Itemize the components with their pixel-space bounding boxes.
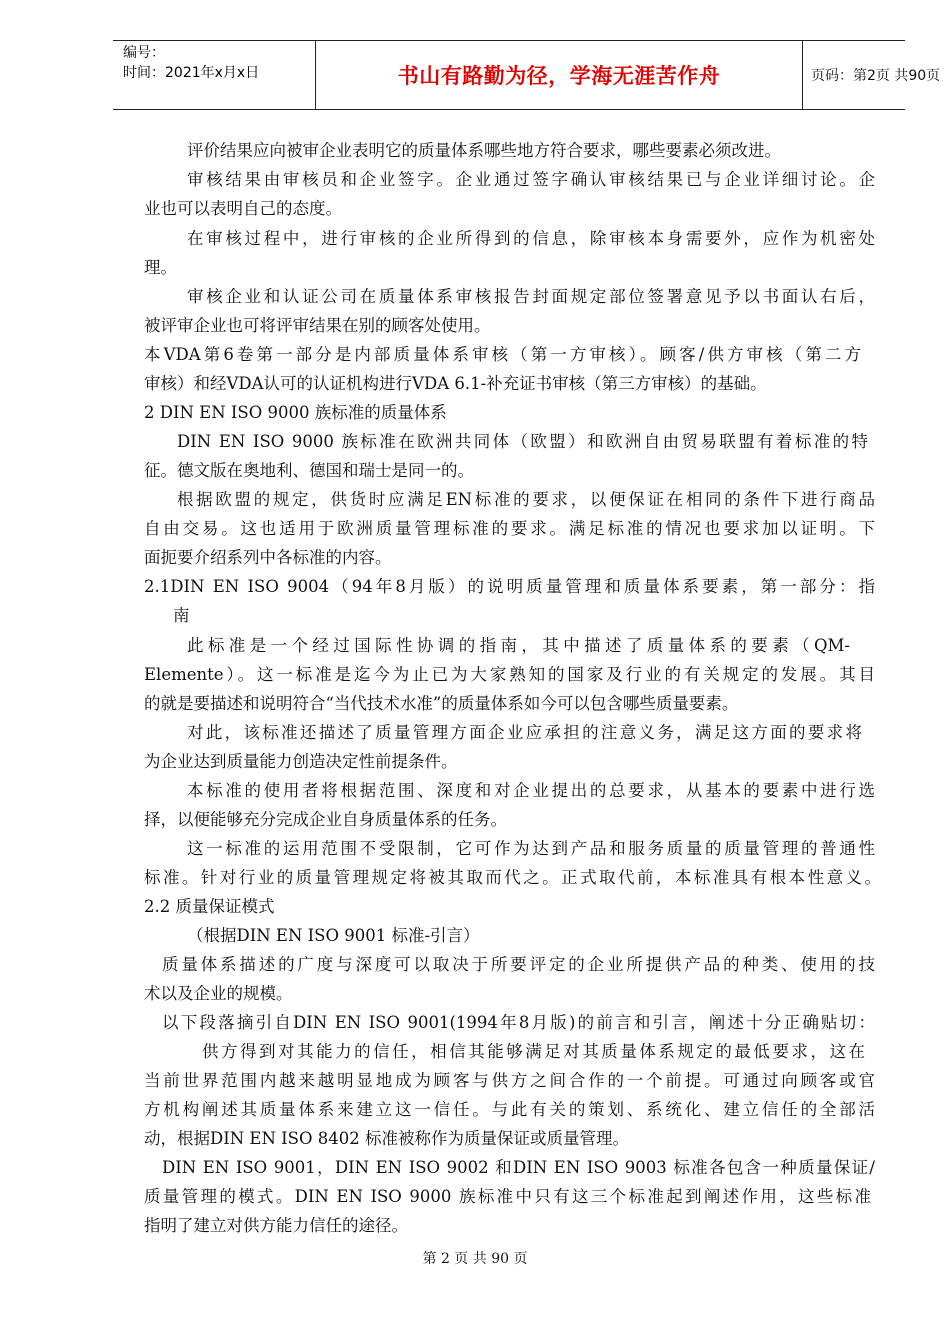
text-line: 征。德文版在奥地利、德国和瑞士是同一的。 (144, 461, 474, 480)
text-line: 质量管理的模式。DIN EN ISO 9000 族标准中只有这三个标准起到阐述作用，这些标准 (144, 1187, 871, 1206)
page-info: 页码：第2页 共90页 (811, 68, 941, 84)
text-line: 在审核过程中，进行审核的企业所得到的信息，除审核本身需要外，应作为机密处 (187, 229, 875, 248)
page-footer: 第 2 页 共 90 页 (422, 1251, 528, 1267)
text-line: 被评审企业也可将评审结果在别的顾客处使用。 (144, 316, 491, 335)
text-line: 供方得到对其能力的信任，相信其能够满足对其质量体系规定的最低要求，这在 (202, 1042, 865, 1061)
text-line: DIN EN ISO 9000 族标准在欧洲共同体（欧盟）和欧洲自由贸易联盟有着标准的特 (177, 432, 868, 451)
text-line: DIN EN ISO 9001，DIN EN ISO 9002 和DIN EN ISO 9003 标准各包含一种质量保证/ (162, 1158, 875, 1177)
text-line: 动，根据DIN EN ISO 8402 标准被称作为质量保证或质量管理。 (144, 1129, 629, 1148)
text-line: 指明了建立对供方能力信任的途径。 (144, 1216, 408, 1235)
text-line: 当前世界范围内越来越明显地成为顾客与供方之间合作的一个前提。可通过向顾客或官 (144, 1071, 875, 1090)
text-line: 评价结果应向被审企业表明它的质量体系哪些地方符合要求，哪些要素必须改进。 (187, 141, 781, 160)
motto-text: 书山有路勤为径，学海无涯苦作舟 (397, 64, 721, 88)
text-line: 质量体系描述的广度与深度可以取决于所要评定的企业所提供产品的种类、使用的技 (162, 955, 875, 974)
number-label: 编号： (123, 45, 165, 61)
section-heading: 2.2 质量保证模式 (144, 897, 275, 916)
text-line: 面扼要介绍系列中各标准的内容。 (144, 548, 392, 567)
text-line: 标准。针对行业的质量管理规定将被其取而代之。正式取代前，本标准具有根本性意义。 (144, 868, 881, 887)
text-line: 审核企业和认证公司在质量体系审核报告封面规定部位签署意见予以书面认右后， (187, 287, 875, 306)
text-line: 本VDA第6卷第一部分是内部质量体系审核（第一方审核）。顾客/供方审核（第二方 (144, 345, 861, 364)
text-line: 此标准是一个经过国际性协调的指南，其中描述了质量体系的要素（QM- (187, 636, 850, 655)
text-line: 以下段落摘引自DIN EN ISO 9001(1994年8月版)的前言和引言，阐述十分正确贴切： (162, 1013, 875, 1032)
header-page-cell (803, 41, 941, 109)
time-label: 时间：2021年x月x日 (123, 65, 260, 81)
text-line: 本标准的使用者将根据范围、深度和对企业提出的总要求，从基本的要素中进行选 (187, 781, 875, 800)
section-heading: 2 DIN EN ISO 9000 族标准的质量体系 (144, 403, 447, 422)
text-line: Elemente）。这一标准是迄今为止已为大家熟知的国家及行业的有关规定的发展。其目 (144, 665, 875, 684)
document-header (113, 40, 941, 110)
text-line: 审核结果由审核员和企业签字。企业通过签字确认审核结果已与企业详细讨论。企 (187, 170, 875, 189)
text-line: 理。 (144, 258, 177, 277)
text-line: 为企业达到质量能力创造决定性前提条件。 (144, 752, 458, 771)
section-heading: 2.1DIN EN ISO 9004（94年8月版）的说明质量管理和质量体系要素，第一部分：指 (144, 577, 875, 596)
text-line: 的就是要描述和说明符合“当代技术水准”的质量体系如今可以包含哪些质量要素。 (144, 694, 739, 713)
text-line: 方机构阐述其质量体系来建立这一信任。与此有关的策划、系统化、建立信任的全部活 (144, 1100, 875, 1119)
text-line: 业也可以表明自己的态度。 (144, 199, 342, 218)
header-motto-cell (315, 41, 803, 109)
header-meta (113, 41, 313, 109)
text-line: 术以及企业的规模。 (144, 984, 293, 1003)
text-line: 这一标准的运用范围不受限制，它可作为达到产品和服务质量的质量管理的普通性 (187, 839, 875, 858)
text-line: 自由交易。这也适用于欧洲质量管理标准的要求。满足标准的情况也要求加以证明。下 (144, 519, 875, 538)
text-line: （根据DIN EN ISO 9001 标准-引言） (187, 926, 480, 945)
section-heading: 南 (173, 606, 190, 625)
text-line: 审核）和经VDA认可的认证机构进行VDA 6.1-补充证书审核（第三方审核）的基础。 (144, 374, 767, 393)
text-line: 对此，该标准还描述了质量管理方面企业应承担的注意义务，满足这方面的要求将 (187, 723, 862, 742)
text-line: 根据欧盟的规定，供货时应满足EN标准的要求，以便保证在相同的条件下进行商品 (177, 490, 875, 509)
text-line: 择，以便能够充分完成企业自身质量体系的任务。 (144, 810, 507, 829)
